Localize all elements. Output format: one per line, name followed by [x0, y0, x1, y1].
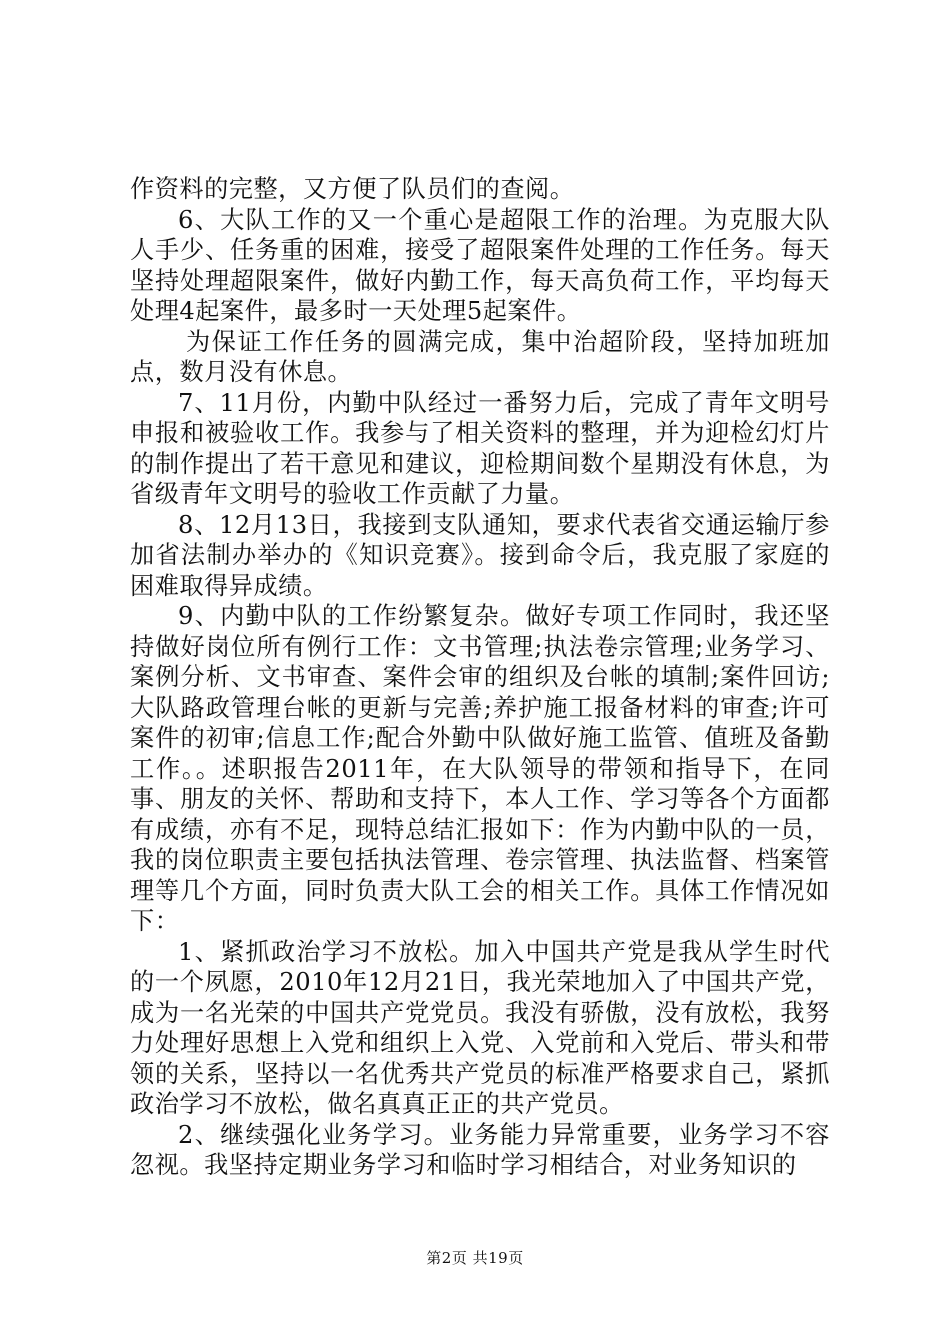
page-footer: 第2页 共19页 [426, 1249, 524, 1267]
paragraph-overtime: 为保证工作任务的圆满完成，集中治超阶段，坚持加班加点，数月没有休息。 [130, 327, 830, 386]
paragraph-item-2: 2、继续强化业务学习。业务能力异常重要，业务学习不容忽视。我坚持定期业务学习和临时学习相结合，对业务知识的 [130, 1120, 830, 1179]
paragraph-item-8: 8、12月13日，我接到支队通知，要求代表省交通运输厅参加省法制办举办的《知识竞赛》。接到命令后，我克服了家庭的困难取得异成绩。 [130, 510, 830, 600]
paragraph-item-1: 1、紧抓政治学习不放松。加入中国共产党是我从学生时代的一个夙愿，2010年12月21日，我光荣地加入了中国共产党，成为一名光荣的中国共产党党员。我没有骄傲，没有放松，我努力处理好思想上入党和组织上入党、入党前和入党后、带头和带领的关系，坚持以一名优秀共产党员的标准严格要求自己，紧抓政治学习不放松，做名真真正正的共产党员。 [130, 937, 830, 1118]
document-body [130, 174, 830, 1181]
paragraph-item-9: 9、内勤中队的工作纷繁复杂。做好专项工作同时，我还坚持做好岗位所有例行工作：文书管理;执法卷宗管理;业务学习、案例分析、文书审查、案件会审的组织及台帐的填制;案件回访;大队路政管理台帐的更新与完善;养护施工报备材料的审查;许可案件的初审;信息工作;配合外勤中队做好施工监管、值班及备勤工作。。述职报告2011年，在大队领导的带领和指导下，在同事、朋友的关怀、帮助和支持下，本人工作、学习等各个方面都有成绩，亦有不足，现特总结汇报如下：作为内勤中队的一员，我的岗位职责主要包括执法管理、卷宗管理、执法监督、档案管理等几个方面，同时负责大队工会的相关工作。具体工作情况如下： [130, 602, 830, 935]
paragraph-continuation: 作资料的完整，又方便了队员们的查阅。 [130, 175, 575, 203]
paragraph-item-6: 6、大队工作的又一个重心是超限工作的治理。为克服大队人手少、任务重的困难，接受了超限案件处理的工作任务。每天坚持处理超限案件，做好内勤工作，每天高负荷工作，平均每天处理4起案件，最多时一天处理5起案件。 [130, 205, 830, 325]
paragraph-item-7: 7、11月份，内勤中队经过一番努力后，完成了青年文明号申报和被验收工作。我参与了相关资料的整理，并为迎检幻灯片的制作提出了若干意见和建议，迎检期间数个星期没有休息，为省级青年文明号的验收工作贡献了力量。 [130, 388, 830, 508]
